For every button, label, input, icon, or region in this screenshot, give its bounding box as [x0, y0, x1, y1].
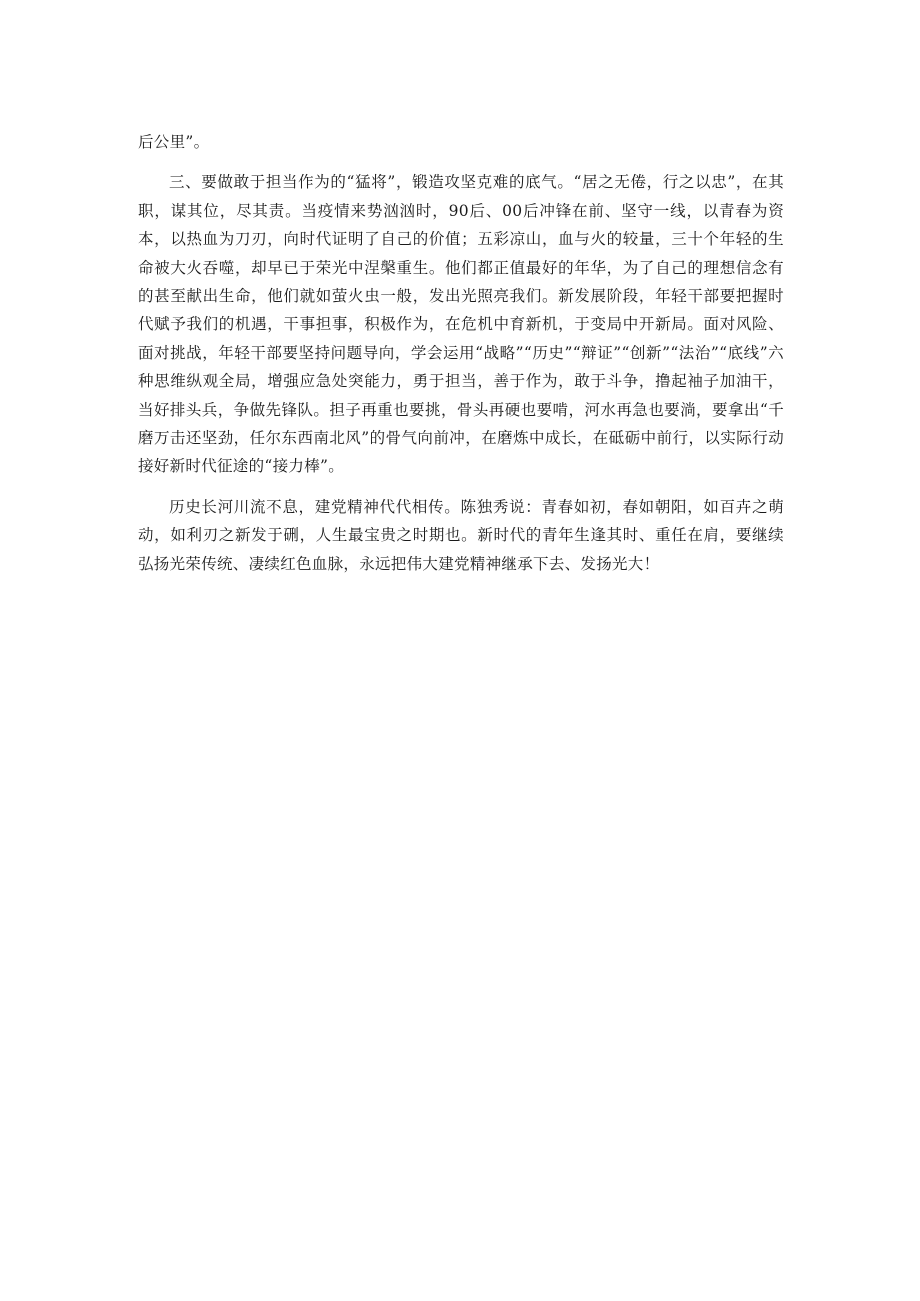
paragraph-section-three: 三、要做敢于担当作为的“猛将”，锻造攻坚克难的底气。“居之无倦，行之以忠”，在其职，谋其位，尽其责。当疫情来势汹汹时，90后、00后冲锋在前、坚守一线，以青春为资本，以热血为刀刃，向时代证明了自己的价值；五彩凉山，血与火的较量，三十个年轻的生命被大火吞噬，却早已于荣光中涅槃重生。他们都正值最好的年华，为了自己的理想信念有的甚至献出生命，他们就如萤火虫一般，发出光照亮我们。新发展阶段，年轻干部要把握时代赋予我们的机遇，干事担事，积极作为，在危机中育新机，于变局中开新局。面对风险、面对挑战，年轻干部要坚持问题导向，学会运用“战略”“历史”“辩证”“创新”“法治”“底线”六种思维纵观全局，增强应急处突能力，勇于担当，善于作为，敢于斗争，撸起袖子加油干，当好排头兵，争做先锋队。担子再重也要挑，骨头再硬也要啃，河水再急也要淌，要拿出“千磨万击还坚劲，任尔东西南北风”的骨气向前冲，在磨炼中成长，在砥砺中前行，以实际行动接好新时代征途的“接力棒”。 [138, 173, 784, 476]
paragraph-conclusion: 历史长河川流不息，建党精神代代相传。陈独秀说：青春如初，春如朝阳，如百卉之萌动，如利刃之新发于硎，人生最宝贵之时期也。新时代的青年生逢其时、重任在肩，要继续弘扬光荣传统、凄续红色血脉，永远把伟大建党精神继承下去、发扬光大！ [138, 497, 784, 573]
document-page [138, 128, 784, 590]
paragraph-continuation: 后公里”。 [138, 133, 210, 151]
